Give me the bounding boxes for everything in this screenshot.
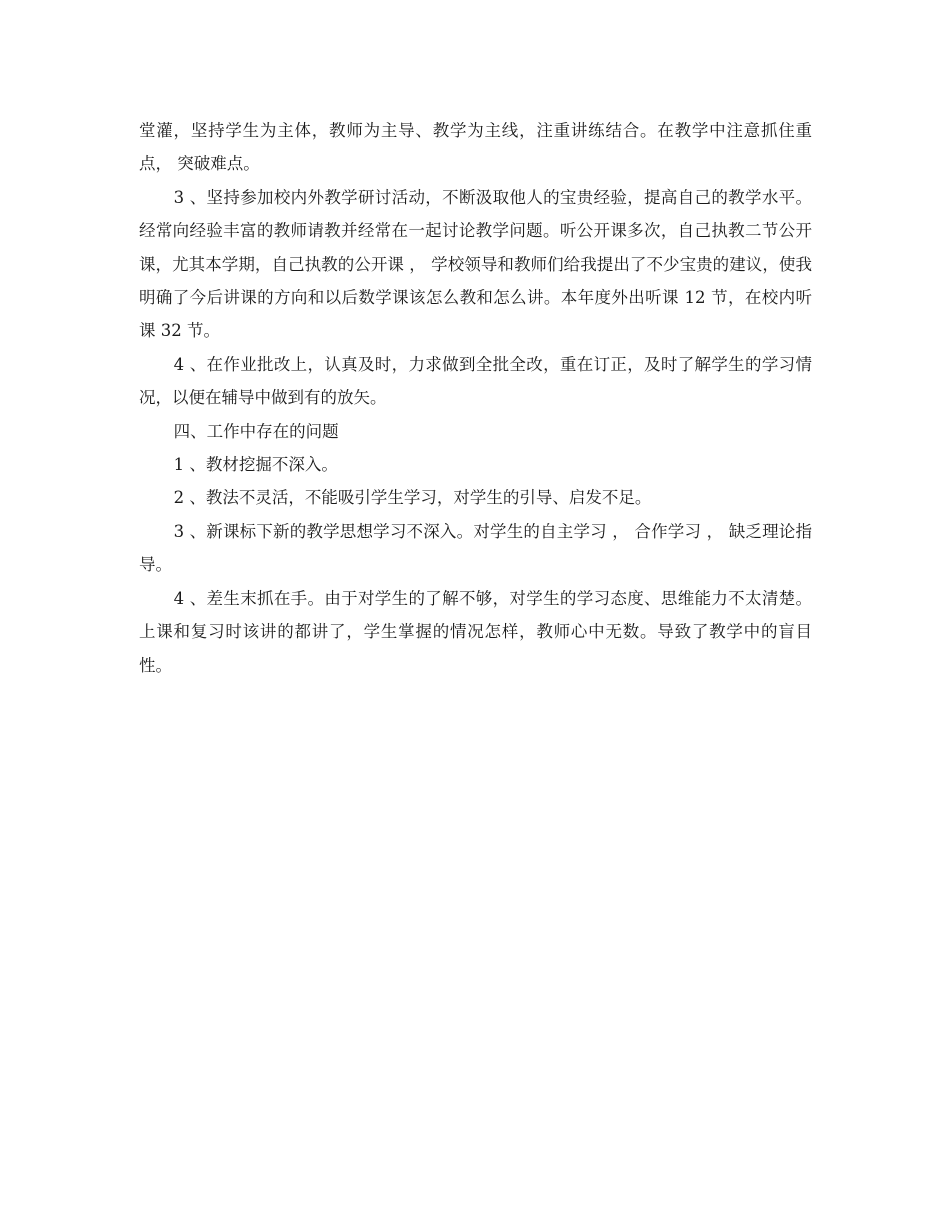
document-body: [139, 114, 812, 682]
paragraph-item-4-homework: 4 、在作业批改上，认真及时，力求做到全批全改，重在订正，及时了解学生的学习情况，以便在辅导中做到有的放矢。: [139, 354, 812, 408]
paragraph-problem-4: 4 、差生末抓在手。由于对学生的了解不够，对学生的学习态度、思维能力不太清楚。上课和复习时该讲的都讲了，学生掌握的情况怎样，教师心中无数。导致了教学中的盲目性。: [139, 588, 812, 675]
paragraph-problem-1: 1 、教材挖掘不深入。: [173, 455, 338, 475]
paragraph-continuation: 堂灌，坚持学生为主体，教师为主导、教学为主线，注重讲练结合。在教学中注意抓住重点， 突破难点。: [139, 121, 812, 174]
paragraph-item-3-research: 3 、坚持参加校内外教学研讨活动，不断汲取他人的宝贵经验，提高自己的教学水平。经常向经验丰富的教师请教并经常在一起讨论教学问题。听公开课多次，自己执教二节公开课，尤其本学期，自己执教的公开课 ， 学校领导和教师们给我提出了不少宝贵的建议，使我明确了今后讲课的方向和以后数学课该怎么教和怎么讲。本年度外出听课 12 节，在校内听课 32 节。: [139, 187, 812, 341]
paragraph-problem-2: 2 、教法不灵活，不能吸引学生学习，对学生的引导、启发不足。: [173, 488, 652, 508]
section-heading-problems: 四、工作中存在的问题: [173, 421, 339, 441]
paragraph-problem-3: 3 、新课标下新的教学思想学习不深入。对学生的自主学习 ， 合作学习 ， 缺乏理论指导。: [139, 521, 812, 575]
